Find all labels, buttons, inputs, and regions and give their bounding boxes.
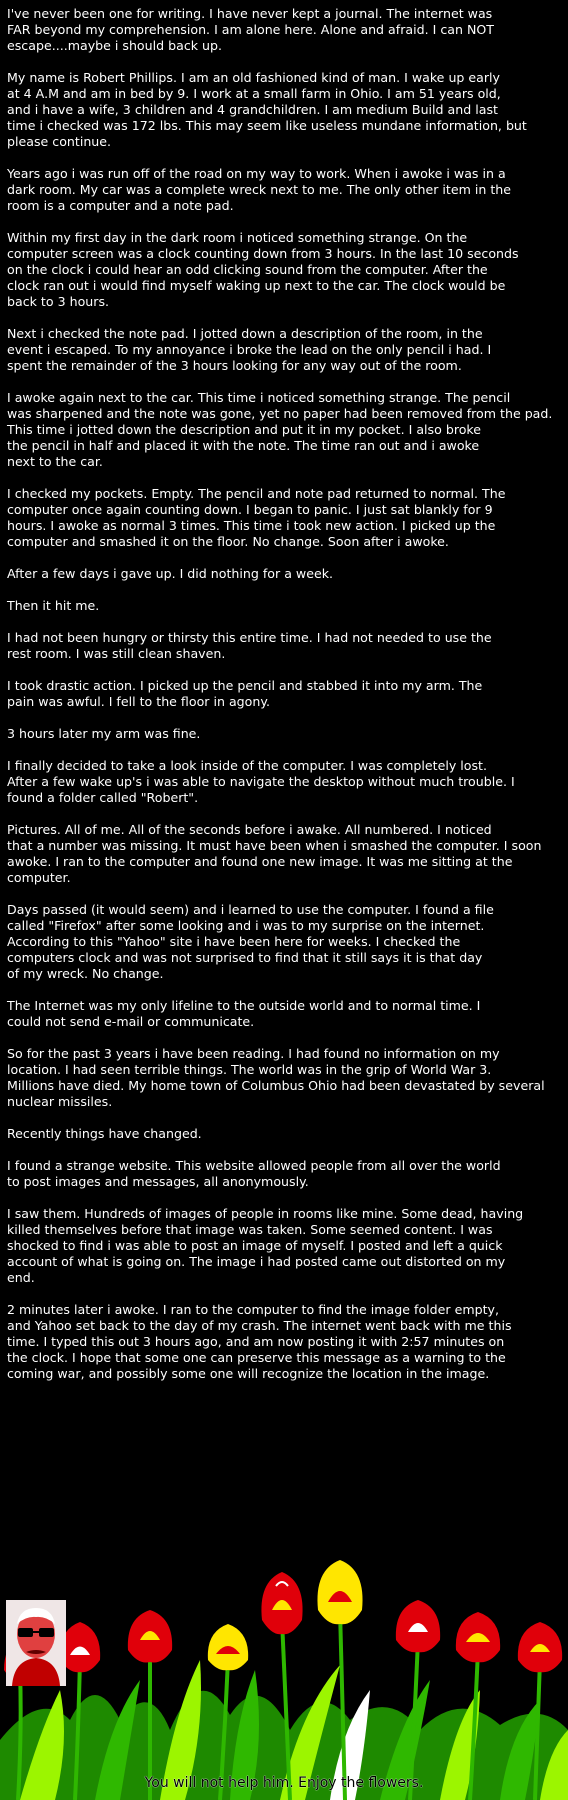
- story-paragraph: I awoke again next to the car. This time i noticed something strange. The pencil was sharpened and the note was gone, yet no paper had been removed from the pad. This time i jotted down the description and put it in my pocket. I also broke the pencil in half and placed it with the note. The time ran out and i awoke next to the car.: [7, 390, 553, 469]
- story-paragraph: I've never been one for writing. I have never kept a journal. The internet was FAR beyond my comprehension. I am alone here. Alone and afraid. I can NOT escape....maybe i should back up.: [7, 6, 494, 53]
- story-paragraph: I finally decided to take a look inside of the computer. I was completely lost. After a few wake up's i was able to navigate the desktop without much trouble. I found a folder called "Robert".: [7, 758, 515, 805]
- story-paragraph: Days passed (it would seem) and i learned to use the computer. I found a file called "Firefox" after some looking and i was to my surprise on the internet. According to this "Yahoo" site i have been here for weeks. I checked the computers clock and was not surprised to find that it still says it is that day of my wreck. No change.: [7, 902, 494, 981]
- story-paragraph: My name is Robert Phillips. I am an old fashioned kind of man. I wake up early at 4 A.M and am in bed by 9. I work at a small farm in Ohio. I am 51 years old, and i have a wife, 3 children and 4 grandchildren. I am medium Build and last time i checked was 172 lbs. This may seem like useless mundane information, but please continue.: [7, 70, 527, 149]
- story-paragraph: Then it hit me.: [7, 598, 100, 613]
- story-paragraph: I took drastic action. I picked up the pencil and stabbed it into my arm. The pain was awful. I fell to the floor in agony.: [7, 678, 483, 709]
- tulip-field-image: [0, 1490, 568, 1800]
- story-paragraph: Next i checked the note pad. I jotted down a description of the room, in the event i escaped. To my annoyance i broke the lead on the only pencil i had. I spent the remainder of the 3 hours looking for any way out of the room.: [7, 326, 492, 373]
- tulip-flower: [208, 1624, 248, 1670]
- man-portrait: [6, 1600, 66, 1686]
- story-text: [7, 6, 563, 1398]
- story-paragraph: Within my first day in the dark room i noticed something strange. On the computer screen was a clock counting down from 3 hours. In the last 10 seconds on the clock i could hear an odd clicking sound from the computer. After the clock ran out i would find myself waking up next to the car. The clock would be back to 3 hours.: [7, 230, 519, 309]
- tulip-flower: [456, 1612, 500, 1662]
- story-paragraph: So for the past 3 years i have been reading. I had found no information on my location. I had seen terrible things. The world was in the grip of World War 3. Millions have died. My home town of Columbus Ohio had been devastated by several nuclear missiles.: [7, 1046, 545, 1109]
- tulip-flower: [261, 1572, 302, 1634]
- tulip-flower: [317, 1560, 362, 1624]
- story-paragraph: 2 minutes later i awoke. I ran to the computer to find the image folder empty, and Yahoo set back to the day of my crash. The internet went back with me this time. I typed this out 3 hours ago, and am now posting it with 2:57 minutes on the clock. I hope that some one can preserve this message as a warning to the coming war, and possibly some one will recognize the location in the image.: [7, 1302, 512, 1381]
- tulip-flower: [128, 1610, 172, 1663]
- tulip-flower: [518, 1622, 562, 1672]
- story-paragraph: Years ago i was run off of the road on my way to work. When i awoke i was in a dark room. My car was a complete wreck next to me. The only other item in the room is a computer and a note pad.: [7, 166, 512, 213]
- story-paragraph: I checked my pockets. Empty. The pencil and note pad returned to normal. The computer once again counting down. I began to panic. I just sat blankly for 9 hours. I awoke as normal 3 times. This time i took new action. I picked up the computer and smashed it on the floor. No change. Soon after i awoke.: [7, 486, 506, 549]
- story-paragraph: I had not been hungry or thirsty this entire time. I had not needed to use the rest room. I was still clean shaven.: [7, 630, 492, 661]
- image-caption: You will not help him. Enjoy the flowers.: [144, 1775, 424, 1791]
- story-paragraph: 3 hours later my arm was fine.: [7, 726, 201, 741]
- story-paragraph: After a few days i gave up. I did nothing for a week.: [7, 566, 334, 581]
- tulip-flower: [396, 1600, 440, 1652]
- story-paragraph: I found a strange website. This website allowed people from all over the world to post images and messages, all anonymously.: [7, 1158, 501, 1189]
- story-paragraph: Pictures. All of me. All of the seconds before i awake. All numbered. I noticed that a number was missing. It must have been when i smashed the computer. I soon awoke. I ran to the computer and found one new image. It was me sitting at the computer.: [7, 822, 542, 885]
- story-paragraph: Recently things have changed.: [7, 1126, 202, 1141]
- story-paragraph: I saw them. Hundreds of images of people in rooms like mine. Some dead, having killed themselves before that image was taken. Some seemed content. I was shocked to find i was able to post an image of myself. I posted and left a quick account of what is going on. The image i had posted came out distorted on my end.: [7, 1206, 524, 1285]
- story-paragraph: The Internet was my only lifeline to the outside world and to normal time. I could not send e-mail or communicate.: [7, 998, 481, 1029]
